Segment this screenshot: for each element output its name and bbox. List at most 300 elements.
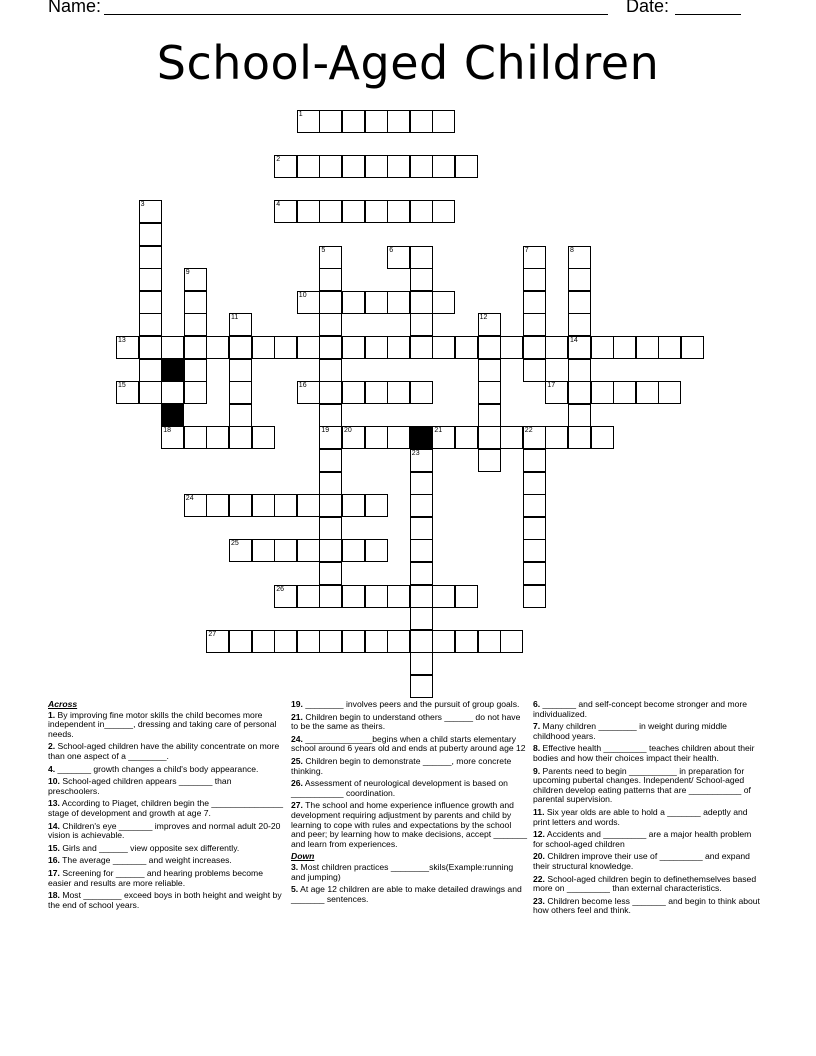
grid-cell[interactable] — [410, 607, 433, 630]
clue-number: 12 — [479, 314, 488, 322]
clue-number: 11 — [231, 314, 239, 322]
clue-number: 10. — [48, 776, 60, 787]
clue-number: 18 — [163, 427, 171, 435]
grid-cell[interactable] — [681, 336, 704, 359]
clue-number: 5. — [291, 884, 299, 895]
grid-cell[interactable] — [229, 359, 252, 382]
grid-cell[interactable] — [568, 381, 591, 404]
clue-down-6 — [533, 700, 763, 719]
grid-cell[interactable] — [274, 155, 297, 178]
header — [0, 0, 816, 22]
clue-across-18 — [48, 891, 284, 910]
grid-cell[interactable] — [613, 336, 636, 359]
grid-cell[interactable] — [229, 336, 252, 359]
clue-number: 21 — [434, 427, 443, 435]
grid-cell[interactable] — [432, 200, 455, 223]
clue-text: School-aged children appears _______ than preschoolers. — [48, 776, 232, 796]
grid-cell[interactable] — [410, 381, 433, 404]
clue-number: 11. — [533, 806, 545, 817]
grid-cell[interactable] — [410, 200, 433, 223]
black-square — [161, 404, 184, 427]
clue-text: By improving fine motor skills the child becomes more independent in______, dressing and taking care of personal needs. — [48, 709, 277, 739]
clue-down-11 — [533, 808, 763, 827]
clue-text: Effective health _________ teaches children about their bodies and how their choices impact their health. — [533, 743, 755, 763]
clue-number: 23. — [533, 895, 545, 906]
grid-cell[interactable] — [252, 494, 275, 517]
clue-across-4 — [48, 765, 284, 775]
clue-across-26 — [291, 779, 527, 798]
clue-number: 14 — [570, 337, 578, 344]
clue-text: At age 12 children are able to make detailed drawings and _______ sentences. — [291, 884, 522, 904]
grid-cell[interactable] — [184, 313, 207, 336]
grid-cell[interactable] — [410, 449, 433, 472]
grid-cell[interactable] — [387, 381, 410, 404]
clue-across-25 — [291, 757, 527, 776]
grid-cell[interactable] — [410, 562, 433, 585]
grid-cell[interactable] — [252, 539, 275, 562]
grid-cell[interactable] — [319, 313, 342, 336]
grid-cell[interactable] — [319, 246, 342, 269]
grid-cell[interactable] — [139, 200, 162, 223]
grid-cell[interactable] — [319, 110, 342, 133]
clue-text: Six year olds are able to hold a _______ adeptly and print letters and words. — [533, 806, 748, 827]
grid-cell[interactable] — [568, 268, 591, 291]
clue-number: 18. — [48, 890, 60, 901]
grid-cell[interactable] — [410, 336, 433, 359]
grid-cell[interactable] — [139, 291, 162, 314]
clue-across-19 — [291, 700, 527, 710]
date-label: Date: — [626, 0, 670, 16]
grid-cell[interactable] — [365, 494, 388, 517]
grid-cell[interactable] — [184, 426, 207, 449]
grid-cell[interactable] — [297, 585, 320, 608]
grid-cell[interactable] — [229, 381, 252, 404]
clue-number: 17. — [48, 867, 60, 878]
clue-number: 20 — [344, 427, 352, 435]
grid-cell[interactable] — [410, 291, 433, 314]
grid-cell[interactable] — [387, 291, 410, 314]
grid-cell[interactable] — [319, 449, 342, 472]
grid-cell[interactable] — [500, 630, 523, 653]
grid-cell[interactable] — [297, 494, 320, 517]
grid-cell[interactable] — [432, 630, 455, 653]
down-heading: Down — [291, 851, 315, 862]
clue-number: 16 — [298, 382, 307, 390]
grid-cell[interactable] — [161, 426, 184, 449]
clue-number: 16. — [48, 855, 60, 866]
grid-cell[interactable] — [545, 381, 568, 404]
clue-number: 19. — [291, 699, 303, 709]
grid-cell[interactable] — [274, 539, 297, 562]
grid-cell[interactable] — [568, 246, 591, 269]
grid-cell[interactable] — [432, 155, 455, 178]
grid-cell[interactable] — [478, 630, 501, 653]
grid-cell[interactable] — [161, 381, 184, 404]
clues-column-1 — [48, 700, 284, 913]
grid-cell[interactable] — [206, 494, 229, 517]
clue-number: 17 — [547, 382, 556, 390]
clues-column-2 — [291, 700, 527, 907]
grid-cell[interactable] — [319, 404, 342, 427]
grid-cell[interactable] — [274, 336, 297, 359]
clue-across-1 — [48, 711, 284, 740]
grid-cell[interactable] — [229, 539, 252, 562]
grid-cell[interactable] — [274, 200, 297, 223]
clue-text: Assessment of neurological development is based on ___________ coordination. — [291, 778, 508, 798]
clue-number: 13 — [118, 337, 126, 344]
grid-cell[interactable] — [274, 494, 297, 517]
grid-cell[interactable] — [568, 291, 591, 314]
grid-cell[interactable] — [206, 630, 229, 653]
grid-cell[interactable] — [478, 336, 501, 359]
clue-number: 7. — [533, 721, 541, 732]
clue-number: 20. — [533, 851, 545, 862]
grid-cell[interactable] — [319, 336, 342, 359]
clue-text: The school and home experience influence growth and development requiring adjustment by parents and child by learning to cope with rules and expectations by the school and peer; by learning how to make decisions, accept _______ and learn from experiences. — [291, 800, 528, 849]
grid-cell[interactable] — [387, 336, 410, 359]
grid-cell[interactable] — [478, 404, 501, 427]
grid-cell[interactable] — [297, 381, 320, 404]
grid-cell[interactable] — [139, 223, 162, 246]
grid-cell[interactable] — [523, 313, 546, 336]
clue-text: School-aged children have the ability concentrate on more than one aspect of a ________. — [48, 741, 280, 761]
grid-cell[interactable] — [319, 381, 342, 404]
grid-cell[interactable] — [342, 336, 365, 359]
clue-number: 15 — [118, 382, 126, 390]
grid-cell[interactable] — [523, 336, 546, 359]
clue-across-2 — [48, 742, 284, 761]
clue-number: 15. — [48, 842, 60, 853]
grid-cell[interactable] — [432, 336, 455, 359]
grid-cell[interactable] — [387, 246, 410, 269]
grid-cell[interactable] — [319, 562, 342, 585]
black-square — [410, 426, 433, 449]
clue-number: 3. — [291, 861, 299, 872]
grid-cell[interactable] — [342, 291, 365, 314]
clue-number: 2. — [48, 741, 56, 752]
grid-cell[interactable] — [410, 110, 433, 133]
grid-cell[interactable] — [455, 336, 478, 359]
clue-text: Accidents and _________ are a major health problem for school-aged children — [533, 829, 752, 849]
grid-cell[interactable] — [591, 426, 614, 449]
grid-cell[interactable] — [523, 359, 546, 382]
clue-number: 9. — [533, 765, 541, 776]
grid-cell[interactable] — [252, 336, 275, 359]
clue-text: Most children practices ________skils(Example:running and jumping) — [291, 861, 514, 882]
clue-number: 10 — [298, 291, 307, 299]
grid-cell[interactable] — [523, 494, 546, 517]
grid-cell[interactable] — [274, 585, 297, 608]
clue-number: 26. — [291, 778, 303, 789]
clue-down-20 — [533, 852, 763, 871]
clue-down-5 — [291, 885, 527, 904]
grid-cell[interactable] — [139, 381, 162, 404]
name-field[interactable] — [104, 14, 608, 15]
grid-cell[interactable] — [342, 585, 365, 608]
clue-number: 1 — [298, 111, 303, 118]
clue-text: Children improve their use of _________ and expand their structural knowledge. — [533, 851, 750, 871]
grid-cell[interactable] — [432, 426, 455, 449]
clue-text: Many children ________ in weight during middle childhood years. — [533, 721, 727, 741]
grid-cell[interactable] — [297, 155, 320, 178]
grid-cell[interactable] — [297, 630, 320, 653]
clue-across-24 — [291, 735, 527, 754]
grid-cell[interactable] — [410, 472, 433, 495]
clue-number: 6. — [533, 699, 541, 709]
grid-cell[interactable] — [523, 562, 546, 585]
grid-cell[interactable] — [319, 268, 342, 291]
grid-cell[interactable] — [568, 404, 591, 427]
grid-cell[interactable] — [319, 200, 342, 223]
grid-cell[interactable] — [410, 246, 433, 269]
grid-cell[interactable] — [568, 313, 591, 336]
grid-cell[interactable] — [365, 155, 388, 178]
grid-cell[interactable] — [478, 426, 501, 449]
grid-cell[interactable] — [319, 630, 342, 653]
grid-cell[interactable] — [342, 539, 365, 562]
grid-cell[interactable] — [613, 381, 636, 404]
grid-cell[interactable] — [568, 336, 591, 359]
grid-cell[interactable] — [319, 155, 342, 178]
clue-text: The average _______ and weight increases. — [59, 855, 232, 866]
grid-cell[interactable] — [342, 494, 365, 517]
clue-number: 7 — [524, 246, 529, 254]
grid-cell[interactable] — [229, 313, 252, 336]
grid-cell[interactable] — [319, 517, 342, 540]
clue-number: 8 — [570, 246, 574, 254]
clue-across-27 — [291, 801, 527, 849]
grid-cell[interactable] — [139, 336, 162, 359]
grid-cell[interactable] — [297, 200, 320, 223]
grid-cell[interactable] — [319, 494, 342, 517]
grid-cell[interactable] — [658, 336, 681, 359]
clue-number: 4 — [276, 201, 281, 209]
clue-text: Parents need to begin __________ in preparation for upcoming pubertal changes. Independent/ School-aged children develop eating patterns that are ___________ of parental supervision. — [533, 765, 751, 805]
clue-number: 5 — [321, 246, 326, 254]
grid-cell[interactable] — [658, 381, 681, 404]
clue-number: 1. — [48, 709, 56, 720]
grid-cell[interactable] — [591, 336, 614, 359]
grid-cell[interactable] — [184, 268, 207, 291]
clue-number: 3 — [140, 201, 145, 209]
grid-cell[interactable] — [229, 630, 252, 653]
grid-cell[interactable] — [591, 381, 614, 404]
clue-across-10 — [48, 777, 284, 796]
grid-cell[interactable] — [319, 472, 342, 495]
grid-cell[interactable] — [161, 336, 184, 359]
grid-cell[interactable] — [342, 630, 365, 653]
grid-cell[interactable] — [410, 630, 433, 653]
grid-cell[interactable] — [387, 426, 410, 449]
grid-cell[interactable] — [319, 539, 342, 562]
grid-cell[interactable] — [184, 291, 207, 314]
clue-number: 2 — [276, 156, 281, 164]
clues-column-3 — [533, 700, 763, 919]
grid-cell[interactable] — [523, 472, 546, 495]
clue-number: 27. — [291, 800, 303, 811]
grid-cell[interactable] — [410, 652, 433, 675]
grid-cell[interactable] — [387, 200, 410, 223]
clue-number: 22. — [533, 873, 545, 884]
clue-text: Children's eye _______ improves and normal adult 20-20 vision is achievable. — [48, 820, 281, 841]
clue-number: 22 — [524, 427, 533, 435]
grid-cell[interactable] — [365, 381, 388, 404]
grid-cell[interactable] — [455, 585, 478, 608]
clue-number: 19 — [321, 427, 330, 435]
across-heading: Across — [48, 699, 78, 709]
grid-cell[interactable] — [455, 155, 478, 178]
grid-cell[interactable] — [478, 381, 501, 404]
grid-cell[interactable] — [387, 110, 410, 133]
grid-cell[interactable] — [410, 585, 433, 608]
grid-cell[interactable] — [297, 110, 320, 133]
clue-down-22 — [533, 875, 763, 894]
clue-across-13 — [48, 799, 284, 818]
grid-cell[interactable] — [139, 359, 162, 382]
clue-number: 4. — [48, 763, 56, 774]
grid-cell[interactable] — [342, 155, 365, 178]
grid-cell[interactable] — [523, 585, 546, 608]
clue-number: 24 — [185, 495, 194, 503]
grid-cell[interactable] — [523, 539, 546, 562]
clue-down-7 — [533, 722, 763, 741]
grid-cell[interactable] — [387, 155, 410, 178]
grid-cell[interactable] — [523, 246, 546, 269]
clue-text: _______ growth changes a child's body appearance. — [55, 763, 259, 774]
grid-cell[interactable] — [387, 585, 410, 608]
grid-cell[interactable] — [229, 426, 252, 449]
grid-cell[interactable] — [365, 200, 388, 223]
clue-number: 27 — [208, 630, 217, 638]
clue-down-9 — [533, 767, 763, 805]
grid-cell[interactable] — [342, 426, 365, 449]
grid-cell[interactable] — [365, 585, 388, 608]
clue-down-8 — [533, 744, 763, 763]
grid-cell[interactable] — [297, 291, 320, 314]
grid-cell[interactable] — [365, 336, 388, 359]
grid-cell[interactable] — [568, 426, 591, 449]
grid-cell[interactable] — [252, 630, 275, 653]
grid-cell[interactable] — [410, 494, 433, 517]
grid-cell[interactable] — [410, 539, 433, 562]
grid-cell[interactable] — [342, 110, 365, 133]
clue-number: 14. — [48, 820, 60, 831]
grid-cell[interactable] — [184, 381, 207, 404]
grid-cell[interactable] — [319, 291, 342, 314]
grid-cell[interactable] — [432, 110, 455, 133]
grid-cell[interactable] — [184, 359, 207, 382]
clue-number: 13. — [48, 798, 60, 809]
grid-cell[interactable] — [365, 426, 388, 449]
grid-cell[interactable] — [636, 336, 659, 359]
grid-cell[interactable] — [274, 630, 297, 653]
grid-cell[interactable] — [365, 630, 388, 653]
name-label: Name: — [48, 0, 102, 16]
grid-cell[interactable] — [432, 291, 455, 314]
clue-text: Screening for ______ and hearing problems become easier and results are more reliable. — [48, 867, 263, 888]
grid-cell[interactable] — [523, 268, 546, 291]
grid-cell[interactable] — [432, 585, 455, 608]
clue-across-21 — [291, 713, 527, 732]
grid-cell[interactable] — [252, 426, 275, 449]
grid-cell[interactable] — [523, 449, 546, 472]
grid-cell[interactable] — [116, 381, 139, 404]
grid-cell[interactable] — [523, 291, 546, 314]
grid-cell[interactable] — [365, 291, 388, 314]
grid-cell[interactable] — [319, 585, 342, 608]
grid-cell[interactable] — [568, 359, 591, 382]
grid-cell[interactable] — [319, 359, 342, 382]
grid-cell[interactable] — [636, 381, 659, 404]
clue-number: 9 — [185, 269, 190, 277]
grid-cell[interactable] — [545, 336, 568, 359]
page-title: School-Aged Children — [156, 36, 660, 90]
clue-text: According to Piaget, children begin the _______________ stage of development and growth at age 7. — [48, 798, 284, 818]
grid-cell[interactable] — [139, 313, 162, 336]
grid-cell[interactable] — [455, 630, 478, 653]
clue-number: 25. — [291, 755, 303, 766]
date-field[interactable] — [675, 14, 741, 15]
grid-cell[interactable] — [184, 336, 207, 359]
clue-down-23 — [533, 897, 763, 916]
grid-cell[interactable] — [478, 449, 501, 472]
grid-cell[interactable] — [139, 268, 162, 291]
grid-cell[interactable] — [139, 246, 162, 269]
grid-cell[interactable] — [342, 381, 365, 404]
clue-across-16 — [48, 856, 284, 866]
clue-number: 21. — [291, 711, 303, 722]
grid-cell[interactable] — [229, 494, 252, 517]
clue-number: 24. — [291, 733, 303, 744]
grid-cell[interactable] — [410, 313, 433, 336]
grid-cell[interactable] — [410, 675, 433, 698]
grid-cell[interactable] — [500, 336, 523, 359]
grid-cell[interactable] — [365, 539, 388, 562]
grid-cell[interactable] — [455, 426, 478, 449]
grid-cell[interactable] — [523, 517, 546, 540]
grid-cell[interactable] — [297, 336, 320, 359]
clue-number: 23 — [411, 450, 420, 457]
grid-cell[interactable] — [410, 517, 433, 540]
grid-cell[interactable] — [319, 426, 342, 449]
grid-cell[interactable] — [206, 426, 229, 449]
clue-number: 25 — [231, 540, 239, 548]
grid-cell[interactable] — [116, 336, 139, 359]
clue-down-12 — [533, 830, 763, 849]
grid-cell[interactable] — [523, 426, 546, 449]
clue-across-15 — [48, 844, 284, 854]
clue-down-3 — [291, 863, 527, 882]
grid-cell[interactable] — [184, 494, 207, 517]
clue-number: 26 — [276, 585, 284, 593]
grid-cell[interactable] — [206, 336, 229, 359]
clue-text: ______________begins when a child starts elementary school around 6 years old and ends at puberty around age 12 — [291, 733, 526, 754]
grid-cell[interactable] — [410, 155, 433, 178]
grid-cell[interactable] — [500, 426, 523, 449]
clue-text: School-aged children begin to definethemselves based more on _________ than external characteristics. — [533, 873, 757, 894]
grid-cell[interactable] — [478, 313, 501, 336]
grid-cell[interactable] — [342, 200, 365, 223]
grid-cell[interactable] — [478, 359, 501, 382]
grid-cell[interactable] — [365, 110, 388, 133]
grid-cell[interactable] — [297, 539, 320, 562]
grid-cell[interactable] — [229, 404, 252, 427]
grid-cell[interactable] — [545, 426, 568, 449]
clue-text: ________ involves peers and the pursuit of group goals. — [302, 699, 520, 709]
grid-cell[interactable] — [387, 630, 410, 653]
clue-number: 6 — [389, 246, 394, 254]
grid-cell[interactable] — [410, 268, 433, 291]
